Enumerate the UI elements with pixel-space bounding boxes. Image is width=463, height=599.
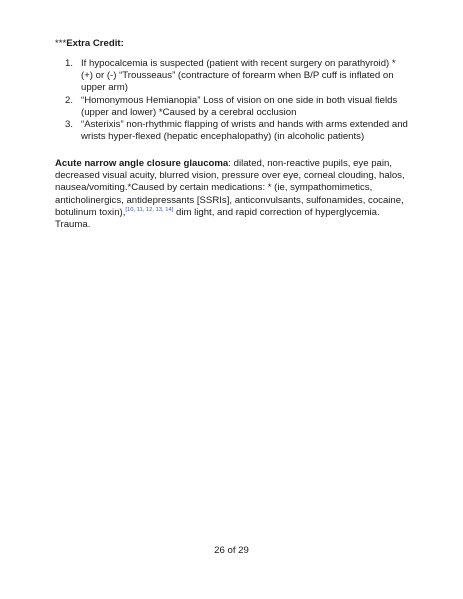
- heading-stars: ***: [55, 38, 67, 49]
- heading-title: Extra Credit:: [66, 38, 124, 49]
- glaucoma-body: : dilated, non-reactive pupils, eye pain, decreased visual acuity, blurred vision, pressure over eye, corneal clouding, halos, nausea/vomiting.*Caused by certain medications: * (ie, sympathomimetics, anticholinergics, antidepressants [SSRIs], anticonvulsants, sulfonamides, cocaine, botulinum toxin),: [55, 158, 405, 218]
- extra-credit-heading: [55, 38, 124, 50]
- list-item: [55, 95, 410, 119]
- page-number: 26 of 29: [214, 545, 249, 556]
- glaucoma-tail: dim light, and rapid correction of hyperglycemia. Trauma.: [55, 206, 380, 231]
- list-item: [55, 58, 410, 95]
- list-item-number: 3.: [65, 119, 74, 131]
- list-item-text: If hypocalcemia is suspected (patient with recent surgery on parathyroid) * (+) or (-) “Trousseaus” (contracture of forearm when B/P cuff is inflated on upper arm): [81, 58, 396, 94]
- list-item-text: “Asterixis” non-rhythmic flapping of wrists and hands with arms extended and wrists hyper-flexed (hepatic encephalopathy) (in alcoholic patients): [81, 119, 408, 143]
- extra-credit-list: [55, 58, 410, 143]
- list-item-number: 2.: [65, 94, 74, 106]
- list-item-number: 1.: [65, 58, 74, 69]
- list-item-text: “Homonymous Hemianopia” Loss of vision on one side in both visual fields (upper and lower) *Caused by a cerebral occlusion: [81, 94, 398, 118]
- glaucoma-lead: Acute narrow angle closure glaucoma: [55, 158, 229, 169]
- glaucoma-paragraph: [55, 158, 410, 231]
- list-item: [55, 119, 410, 143]
- reference-links[interactable]: [10, 11, 12, 13, 14]: [125, 206, 174, 213]
